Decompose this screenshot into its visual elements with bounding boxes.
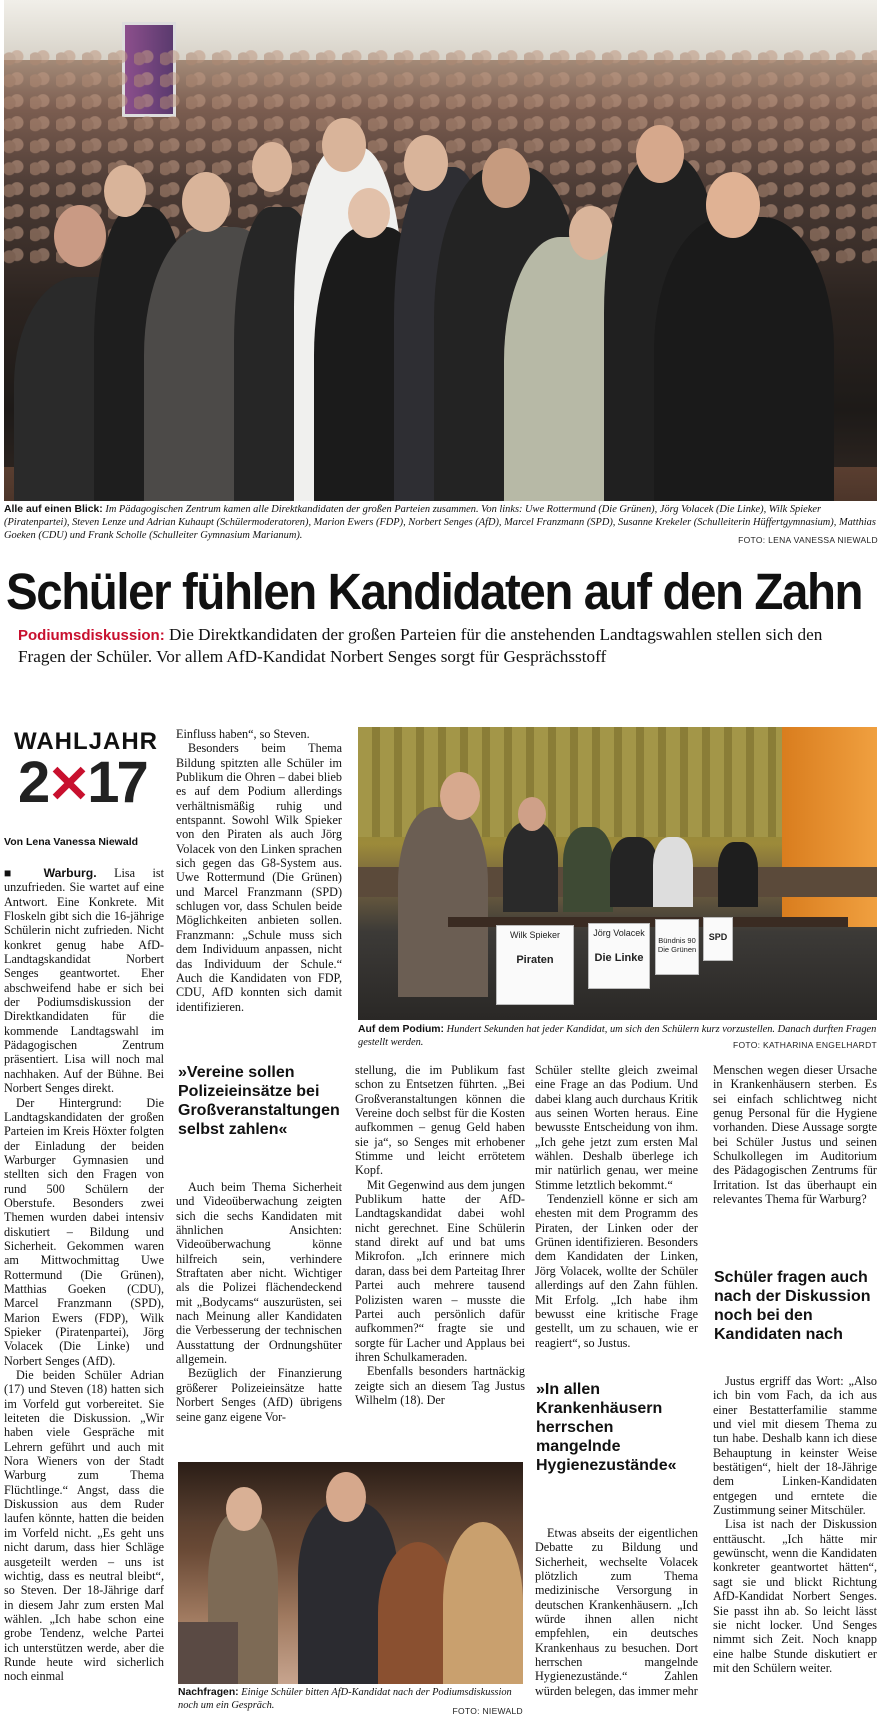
col5-p1: Menschen wegen dieser Ursache in Krankenhäusern sterben. Es sei einfach schlichtweg nicht genug Personal für die Hygiene vorhanden. Diese Aussage sorgte bei Schüler Justus und seinen Schulkollegen im Auditorium des Pädagogischen Zentrums für Irritation. Ist das überhaupt ein relevantes Thema für Warburg? xyxy=(713,1063,877,1207)
subhead-vereine: »Vereine sollen Polizeieinsätze bei Großveranstaltungen selbst zahlen« xyxy=(178,1064,340,1138)
col2b-p1: Auch beim Thema Sicherheit und Videoüberwachung zeigten sich die sechs Kandidaten mit ähnlichen Ansichten: Videoüberwachung könne hilfreich sein, verhindere Straftaten aber nicht. Wichtiger als die Polizei flächendeckend mit „Bodycams“ auszurüsten, sei nach Meinung aller Kandidaten die Verbesserung der technischen Ausstattung der Ordnungshüter allgemein. xyxy=(176,1180,342,1367)
logo-year: 2✕17 xyxy=(18,750,146,815)
students-caption-text: Einige Schüler bitten AfD-Kandidat nach der Podiumsdiskussion noch um ein Gespräch. xyxy=(178,1687,512,1711)
column-2-bottom xyxy=(176,1180,342,1465)
col3-p3: Ebenfalls besonders hartnäckig zeigte sich an diesem Tag Justus Wilhelm (18). Der xyxy=(355,1364,525,1407)
sign-gruene: Bündnis 90 Die Grünen xyxy=(655,919,699,975)
column-3 xyxy=(355,1063,525,1458)
author-byline: Von Lena Vanessa Niewald xyxy=(4,836,139,848)
deck-text: Die Direktkandidaten der großen Parteien für die anstehenden Landtagswahlen stellen sich den Fragen der Schüler. Vor allem AfD-Kandidat Norbert Senges sorgt für Gesprächsstoff xyxy=(18,625,823,666)
col4-p1: Schüler stellte gleich zweimal eine Frage an das Podium. Und dabei klang auch durchaus Kritik aus seinen Worten heraus. Eine bewusste Entscheidung von ihm. „Ich gehe jetzt zum ersten Mal wählen. Deshalb überlege ich mir natürlich genau, wer meine Stimme letztlich bekommt.“ xyxy=(535,1063,698,1192)
logo-word: WAHLJAHR xyxy=(14,728,158,755)
students-caption-lead: Nachfragen: xyxy=(178,1687,239,1698)
col3-p2: Mit Gegenwind aus dem jungen Publikum hatte der AfD-Landtagskandidat dabei wohl nicht gerechnet. Eine Schülerin stand direkt auf und bat ums Mikrofon. „Ich erinnere mich daran, dass bei dem Parteitag Ihrer Partei auch mehrere tausend Polizisten waren – musste die Partei auch persönlich dafür aufkommen?“ fragte sie und sorgte für Lacher und Applaus bei ihren Schulkameraden. xyxy=(355,1177,525,1364)
col5b-p1: Justus ergriff das Wort: „Also ich bin vom Fach, da ich aus einer Bestatterfamilie stamme und viel mit diesem Thema zu tun habe. Deshalb kann ich diese Behauptung in keinster Weise bestätigen“, hielt der 18-Jährige dem Linken-Kandidaten entgegen und erntete die Zustimmung seiner Mitschüler. xyxy=(713,1374,877,1518)
col2-p2: Besonders beim Thema Bildung spitzten alle Schüler im Publikum die Ohren – dabei blieb es auf dem Podium allerdings verhältnismäßig ruhig und entspannt. Sowohl Wilk Spieker von den Piraten als auch Jörg Volacek von den Linken sprachen sich gegen das G8-System aus. Uwe Rottermund (Die Grünen) und Marcel Franzmann (SPD) schlugen vor, dass Schulen beide Möglichkeiten anbieten sollen. Franzmann: „Schule muss sich dem Individuum anpassen, nicht das Individuum der Schule.“ Auch die Kandidaten von FDP, CDU, AfD konnten sich damit identifizieren. xyxy=(176,741,342,1014)
column-5 xyxy=(713,1063,877,1263)
column-2-top xyxy=(176,727,342,1014)
podium-caption-text: Hundert Sekunden hat jeder Kandidat, um sich den Schülern kurz vorzustellen. Danach durften Fragen gestellt werden. xyxy=(358,1024,877,1048)
students-photo xyxy=(178,1462,523,1684)
column-4-bottom xyxy=(535,1526,698,1718)
caption-text: Im Pädagogischen Zentrum kamen alle Direktkandidaten der großen Parteien zusammen. Von links: Uwe Rottermund (Die Grünen), Jörg Volacek (Die Linke), Wilk Spieker (Piratenpartei), Steven Lenze und Adrian Kuhaupt (Schülermoderatoren), Marion Ewers (FDP), Norbert Senges (AfD), Marcel Franzmann (SPD), Susanne Krekeler (Schulleiterin Hüffertgymnasium), Matthias Goeken (CDU) und Frank Scholle (Schulleiter Gymnasium Marianum). xyxy=(4,504,876,541)
sign-spieker: Wilk Spieker Piraten xyxy=(496,925,574,1005)
col3-p1: stellung, die im Publikum fast schon zu Entsetzen führten. „Bei Großveranstaltungen können die Vereine doch selbst für die Kosten aufkommen – genug Geld haben sie ja“, so Senges mit erhobener Stimme und leicht errötetem Kopf. xyxy=(355,1063,525,1178)
podium-credit: FOTO: KATHARINA ENGELHARDT xyxy=(700,1040,877,1050)
podium-caption-lead: Auf dem Podium: xyxy=(358,1024,445,1035)
column-4 xyxy=(535,1063,698,1350)
sign-volacek: Jörg Volacek Die Linke xyxy=(588,923,650,989)
group-photo xyxy=(4,0,877,547)
col2-p1: Einfluss haben“, so Steven. xyxy=(176,727,310,741)
subhead-krankenhaus: »In allen Krankenhäusern herrschen mangelnde Hygienezustände« xyxy=(536,1381,677,1474)
dateline: Warburg. xyxy=(43,866,97,880)
students-credit: FOTO: NIEWALD xyxy=(420,1706,523,1716)
caption-lead: Alle auf einen Blick: xyxy=(4,504,103,515)
wahljahr-logo xyxy=(14,728,158,818)
col1-p1: Lisa ist unzufrieden. Sie wartet auf eine Antwort. Eine Konkrete. Mit Floskeln gibt sich die 16-jährige Schülerin nicht zufrieden. Nicht konkret genug habe AfD-Landtagskandidat Norbert Senges geantwortet. Eher abschweifend habe er sich bei der Podiumsdiskussion der Direktkandidaten für die kommende Landtagswahl im Pädagogischen Zentrum präsentiert. Lisa will noch mal nachhaken. Auf der Bühne. Bei Norbert Senges direkt. xyxy=(4,866,165,1096)
deck xyxy=(18,624,873,668)
column-5-bottom xyxy=(713,1374,877,1718)
col5b-p2: Lisa ist nach der Diskussion enttäuscht. „Ich hätte mir gewünscht, wenn die Kandidaten konkreter geantwortet hätten“, sagt sie und blickt Richtung AfD-Kandidat Norbert Senges. Sie passt ihn ab. So leicht lässt sie nicht locker. Und Senges nimmt sich Zeit. Noch knapp eine halbe Stunde diskutiert er mit den Schülern weiter. xyxy=(713,1517,877,1675)
group-photo-credit: FOTO: LENA VANESSA NIEWALD xyxy=(708,535,878,545)
col4b-p1: Etwas abseits der eigentlichen Debatte zu Bildung und Sicherheit, wechselte Volacek plötzlich zum Thema medizinische Versorgung in deutschen Krankenhäusern. „Ich würde ihnen allen nicht empfehlen, ein deutsches Krankenhaus zu besuchen. Dort herrschen mangelnde Hygienezustände.“ Zahlen würden belegen, das immer mehr xyxy=(535,1526,698,1698)
column-1: ■ Warburg. Lisa ist unzufrieden. Sie wartet auf eine Antwort. Eine Konkrete. Mit Floskeln gibt sich die 16-jährige Schülerin nicht zufrieden. Nicht konkret genug habe AfD-Landtagskandidat Norbert Senges geantwortet. Eher abschweifend habe er sich bei der Podiumsdiskussion der Direktkandidaten für die kommende Landtagswahl im Pädagogischen Zentrum präsentiert. Lisa will noch mal nachhaken. Auf der Bühne. Bei Norbert Senges direkt. Der Hintergrund: Die Landtagskandidaten der großen Parteien im Kreis Höxter folgten der Einladung der beiden Warburger Gymnasien und stellten sich den Fragen von rund 500 Schülern der Oberstufe. Besonders zwei Themen wurden dabei intensiv diskutiert – Bildung und Sicherheit. Gekommen waren am Mittwochmittag Uwe Rottermund (Die Grünen), Matthias Goeken (CDU), Marcel Franzmann (SPD), Marion Ewers (FDP), Wilk Spieker (Piratenpartei), Jörg Volacek (Die Linke) und Norbert Senges (AfD). Die beiden Schüler Adrian (17) und Steven (18) hatten sich im Vorfeld gut vorbereitet. Sie leiteten die Diskussion. „Wir haben viele Gespräche mit Lehrern geführt und auch mit Nora Wieners von der Stadt Warburg zum Thema Flüchtlinge.“ Angst, dass die Diskussion aus dem Ruder laufen könnte, hatten die beiden im Vorfeld nicht. „Es geht uns nicht darum, dass hier Schläge ausgeteilt werden – uns ist wichtig, dass es neutral bleibt“, so Steven. Der 18-Jährige darf in diesem Jahr zum ersten Mal wählen. „Ich habe schon eine grobe Tendenz, welche Partei ich unterstützen werde, aber die Runde heute wird sicherlich noch einmal xyxy=(4,866,165,1684)
headline: Schüler fühlen Kandidaten auf den Zahn xyxy=(6,563,863,620)
col2b-p2: Bezüglich der Finanzierung größerer Polizeieinsätze hatte Norbert Senges (AfD) übrigens seine ganz eigene Vor- xyxy=(176,1366,342,1424)
sign-spd: SPD xyxy=(703,917,733,961)
col1-p2: Der Hintergrund: Die Landtagskandidaten der großen Parteien im Kreis Höxter folgten der Einladung der beiden Warburger Gymnasien und stellten sich den Fragen von rund 500 Schülern der Oberstufe. Besonders zwei Themen wurden dabei intensiv diskutiert – Bildung und Sicherheit. Gekommen waren am Mittwochmittag Uwe Rottermund (Die Grünen), Matthias Goeken (CDU), Marcel Franzmann (SPD), Marion Ewers (FDP), Wilk Spieker (Piratenpartei), Jörg Volacek (Die Linke) und Norbert Senges (AfD). xyxy=(4,1095,164,1368)
col4-p2: Tendenziell könne er sich am ehesten mit dem Programm des Piraten, der Linken oder der Grünen identifizieren. Besonders dem Kandidaten der Linken, Jörg Volacek, wollte der Schüler allerdings auf den Zahn fühlen. Mit Erfolg. „Ich habe ihm bewusst eine kritische Frage gestellt, um zu schauen, wie er reagiert“, so Justus. xyxy=(535,1192,698,1350)
subhead-nachfragen: Schüler fragen auch nach der Diskussion noch bei den Kandidaten nach xyxy=(714,1269,871,1343)
podium-photo xyxy=(358,727,877,1020)
deck-kicker: Podiumsdiskussion: xyxy=(18,627,165,644)
col1-p3: Die beiden Schüler Adrian (17) und Steven (18) hatten sich im Vorfeld gut vorbereitet. Sie leiteten die Diskussion. „Wir haben viele Gespräche mit Lehrern geführt und auch mit Nora Wieners von der Stadt Warburg zum Thema Flüchtlinge.“ Angst, dass die Diskussion aus dem Ruder laufen könnte, hatten die beiden im Vorfeld nicht. „Es geht uns nicht darum, dass hier Schläge ausgeteilt werden – uns ist wichtig, dass es neutral bleibt“, so Steven. Der 18-Jährige darf in diesem Jahr zum ersten Mal wählen. „Ich habe schon eine grobe Tendenz, welche Partei ich unterstützen werde, aber die Runde heute wird sicherlich noch einmal xyxy=(4,1368,164,1684)
